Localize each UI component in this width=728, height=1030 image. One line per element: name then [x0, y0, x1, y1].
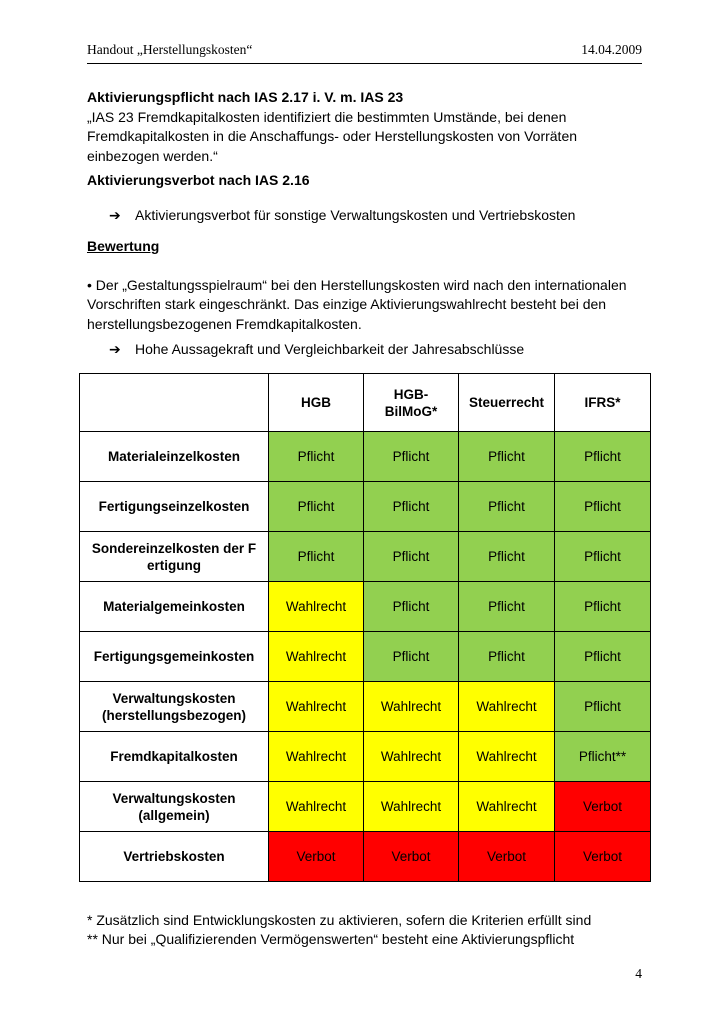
- table-row: [80, 832, 651, 882]
- footnote-1: * Zusätzlich sind Entwicklungskosten zu aktivieren, sofern die Kriterien erfüllt sind: [87, 912, 592, 928]
- status-cell: Wahlrecht: [364, 682, 459, 732]
- row-label-text: Verwaltungskosten (herstellungsbezogen): [101, 690, 246, 723]
- row-label-text: Vertriebskosten: [123, 849, 225, 864]
- row-label-text: Materialeinzelkosten: [107, 449, 241, 464]
- header-rule: [87, 63, 642, 64]
- table-row: [80, 482, 651, 532]
- status-cell: Pflicht: [459, 532, 555, 582]
- row-label: [80, 482, 269, 532]
- section-valuation: [87, 237, 647, 334]
- row-label-text: Fertigungsgemeinkosten: [93, 649, 255, 664]
- status-cell: Pflicht: [555, 532, 651, 582]
- status-cell: Wahlrecht: [269, 632, 364, 682]
- status-cell: Pflicht: [269, 482, 364, 532]
- page-header: [87, 42, 642, 60]
- header-cell-steuerrecht: Steuerrecht: [459, 374, 555, 432]
- arrow-right-icon: ➔: [109, 207, 121, 223]
- row-label: [80, 432, 269, 482]
- status-cell: Verbot: [459, 832, 555, 882]
- status-cell: Pflicht: [555, 582, 651, 632]
- row-label: [80, 582, 269, 632]
- row-label-text: Fremdkapitalkosten: [110, 749, 238, 764]
- status-cell: Pflicht: [555, 632, 651, 682]
- status-cell: Verbot: [269, 832, 364, 882]
- header-cell-empty: [80, 374, 269, 432]
- row-label-text: Verwaltungskosten (allgemein): [112, 790, 236, 823]
- status-cell: Wahlrecht: [364, 732, 459, 782]
- table-row: [80, 532, 651, 582]
- row-label: [80, 782, 269, 832]
- footnote-2: ** Nur bei „Qualifizierenden Vermögenswerten“ besteht eine Aktivierungspflicht: [87, 931, 575, 947]
- status-cell: Pflicht: [459, 432, 555, 482]
- table-header-row: [80, 374, 651, 432]
- footnotes: [87, 911, 647, 949]
- status-cell: Wahlrecht: [459, 732, 555, 782]
- status-cell: Pflicht: [459, 582, 555, 632]
- status-cell: Verbot: [555, 782, 651, 832]
- status-cell: Wahlrecht: [269, 782, 364, 832]
- row-label: [80, 682, 269, 732]
- status-cell: Pflicht: [459, 482, 555, 532]
- row-label-text: Materialgemeinkosten: [103, 599, 245, 614]
- status-cell: Wahlrecht: [459, 682, 555, 732]
- status-cell: Wahlrecht: [459, 782, 555, 832]
- section-title-ban: Aktivierungsverbot nach IAS 2.16: [87, 172, 310, 188]
- row-label: [80, 532, 269, 582]
- status-cell: Wahlrecht: [269, 582, 364, 632]
- status-cell: Pflicht**: [555, 732, 651, 782]
- ban-arrow-line: [109, 206, 575, 225]
- arrow-right-icon: ➔: [109, 341, 121, 357]
- header-title: Handout „Herstellungskosten“: [87, 42, 253, 57]
- table-row: [80, 432, 651, 482]
- table-row: [80, 732, 651, 782]
- status-cell: Pflicht: [364, 432, 459, 482]
- header-cell-hgb-bilmog: [364, 374, 459, 432]
- page-number: 4: [635, 966, 642, 981]
- section-title-obligation: Aktivierungspflicht nach IAS 2.17 i. V. m. IAS 23: [87, 89, 404, 105]
- cost-comparison-table: [79, 373, 651, 882]
- status-cell: Pflicht: [555, 432, 651, 482]
- section-capitalization-ban: [87, 171, 647, 191]
- status-cell: Verbot: [364, 832, 459, 882]
- row-label-text: Sondereinzelkosten der Fertigung: [91, 540, 257, 573]
- status-cell: Wahlrecht: [269, 682, 364, 732]
- table-row: [80, 782, 651, 832]
- status-cell: Pflicht: [364, 632, 459, 682]
- valuation-paragraph: • Der „Gestaltungsspielraum“ bei den Herstellungskosten wird nach den internationalen Vorschriften stark eingeschränkt. Das einzige Aktivierungswahlrecht besteht bei den herstellungsbezogenen Fremdkapitalkosten.: [87, 276, 627, 332]
- status-cell: Pflicht: [269, 432, 364, 482]
- status-cell: Pflicht: [555, 682, 651, 732]
- header-cell-ifrs: IFRS*: [555, 374, 651, 432]
- row-label: [80, 732, 269, 782]
- status-cell: Pflicht: [555, 482, 651, 532]
- row-label-text: Fertigungseinzelkosten: [98, 499, 250, 514]
- status-cell: Pflicht: [364, 482, 459, 532]
- row-label: [80, 832, 269, 882]
- table-row: [80, 682, 651, 732]
- status-cell: Pflicht: [364, 532, 459, 582]
- status-cell: Verbot: [555, 832, 651, 882]
- header-cell-hgb: HGB: [269, 374, 364, 432]
- ban-arrow-text: Aktivierungsverbot für sonstige Verwaltungskosten und Vertriebskosten: [135, 207, 576, 223]
- status-cell: Wahlrecht: [269, 732, 364, 782]
- table-row: [80, 632, 651, 682]
- ias23-quote: „IAS 23 Fremdkapitalkosten identifiziert die bestimmten Umstände, bei denen Fremdkapitalkosten in die Anschaffungs- oder Herstellungskosten von Vorräten einbezogen werden.“: [87, 108, 578, 164]
- valuation-arrow-text: Hohe Aussagekraft und Vergleichbarkeit der Jahresabschlüsse: [135, 341, 525, 357]
- status-cell: Pflicht: [459, 632, 555, 682]
- table-row: [80, 582, 651, 632]
- section-title-valuation: Bewertung: [87, 238, 160, 254]
- valuation-arrow-line: [109, 340, 524, 359]
- header-hgb-bilmog-text: HGB-BilMoG*: [384, 386, 438, 419]
- row-label: [80, 632, 269, 682]
- status-cell: Wahlrecht: [364, 782, 459, 832]
- header-date: 14.04.2009: [581, 42, 642, 57]
- section-capitalization-obligation: [87, 88, 647, 166]
- status-cell: Pflicht: [269, 532, 364, 582]
- status-cell: Pflicht: [364, 582, 459, 632]
